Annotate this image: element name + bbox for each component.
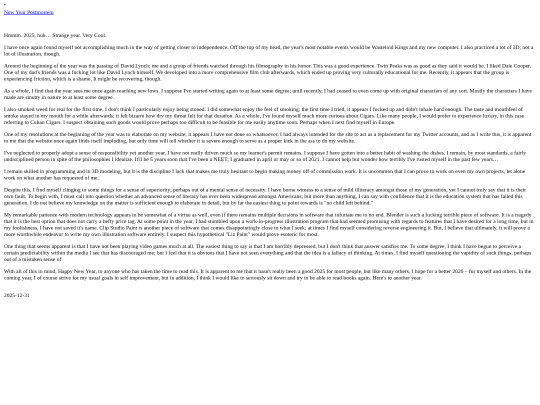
paragraph: With all of this in mind, Happy New Year, to anyone who has taken the time to read this. It is apparent to me that it hasn't really been a good 2025 for most people, but like many others, I hope for a better 2026 – for myself and others. In the coming year, I of course strive for my usual goals in self improvement, but in addition, I think I would like to seriously sit down and try to be able to read books again. Here's to another year. [4,268,532,281]
post-title-link[interactable]: New Year Postmortem [4,9,54,16]
post-body [4,33,536,282]
paragraph: As a whole, I find that the year sees me once again reaching new lows. I suppose I've started writing again to at least some degree; until recently, I had ceased to even come up with original characters of any sort. Mostly the characters I have made are smutty in nature to at least some degree. [4,88,532,101]
paragraph: I also smoked weed for real for the first time. I don't think I particularly enjoy being stoned. I did somewhat enjoy the feel of smoking; the first time I tried, it appears I fucked up and didn't inhale hard enough. The taste and mouthfeel of smoke stayed in my mouth for a while afterwards; it felt bizarre how dry my throat felt for that duration. As a whole, I've found myself much more curious about Cigars. Like many people, I would prefer to experience luxury, in this case referring to Cuban Cigars. I suspect obtaining such goods would prove perhaps too difficult to be feasible for me easily anytime soon. Perhaps when I next find myself in Europe. [4,106,525,126]
paragraph: I've neglected to properly adopt a sense of responsibility yet another year. I have not really driven much so my learner's permit remains. I suppose I have gotten into a better habit of washing the dishes. I remain, by most standards, a fairly undisciplined person in spite of the philosophies I idealize. It'll be 5 years soon that I've been a NEET; I graduated in april or may or so of 2021. I cannot help but wonder how terribly I've rusted myself in the past few years… [4,150,527,163]
paragraph: My remarkable patience with modern technology appears to be somewhat of a virtue as well, even if there remains multiple decisions in software that infuriate me to no end. Blender is such a fucking terrible piece of software. It is a tragedy that it is the best option that does not carry a hefty price tag. At some point in the year, I had stumbled upon a work-in-progress illustration program that had seemed promising with regards to features that I have desired for a long time, but in my foolishness, I have not saved it's name. Clip Studio Paint is another piece of software that comes disappointingly close to what I seek; at times I find myself considering reverse engineering it. But, I believe that ultimately, it will prove a more worthwhile endeavor to write my own illustration software entirely. I suspect this hypothetical "Liz Paint" would prove esoteric for most. [4,212,534,238]
paragraph: One thing that seems apparent is that I have not been playing video games much at all. The easiest thing to say is that I am horribly depressed, but I don't think that answer satisfies me. To some degree, I think I have begun to perceive a certain predictability within the media I see that has discouraged me; but I feel that it is obvious that I have not seen everything and that the idea is a fallacy of thinking. At times, I find myself questioning the vapidity of such things; perhaps out of a mistaken sense of [4,243,532,263]
paragraph: I remain skilled in programming and in 3D modeling, but it is the discipline I lack that makes me truly hesitant to begin making money off of commission work. It is uncommon that I can prove to work on even my own projects, let alone work on what another has requested of me. [4,168,526,181]
nav-list [4,2,536,9]
paragraph: Despite this, I find myself clinging to some things for a sense of superiority; perhaps out of a mental sense of necessity. I have borne witness to a sense of mild illiteracy amongst those of my generation, yet I cannot truly say that it is their own fault. To begin with, I must call into question whether an advanced sense of literacy has ever been widespread amongst Americans; but more than anything, I can say with confidence that it is the education system that has failed this generation. I do not believe my knowledge on the matter is sufficient enough to elaborate in detail, but by far the easiest thing to point towards is "no child left behind." [4,187,527,206]
post-date: 2025-12-31 [4,292,30,299]
paragraph: Hmmm. 2025, huh… Strange year. Very Cool. [4,32,107,39]
paragraph: I have once again found myself not accomplishing much in the way of getting closer to independence. Off the top of my head, the year's most notable events would be Wasteloid Kings and my new computer. I also practiced a lot of 3D; not a lot of illustration, though. [4,44,534,57]
paragraph: One of my resolutions at the beginning of the year was to elaborate on my website; it appears I have not done so whatsoever. I had always intended for the site to act as a replacement for my Twitter accounts, and as I write this, it is apparent to me that the website once again finds itself imploding, but only time will tell whether it is severe enough to serve as a proper kick in the ass to do my website. [4,131,532,144]
paragraph: Around the beginning of the year was the passing of David Lynch; me and a group of friends watched through his filmography in his honor. This was a good experience. Twin Peaks was as good as they said it would be. I liked Dale Cooper. One of my dad's friends was a fucking lot like David Lynch himself. We developed into a more comprehensive film club afterwards, which ended up proving very culturally educational for me. Recently, it appears that the group is experiencing friction, which is a shame. It might be recovering, though. [4,63,531,82]
nav-list-item [4,2,536,9]
